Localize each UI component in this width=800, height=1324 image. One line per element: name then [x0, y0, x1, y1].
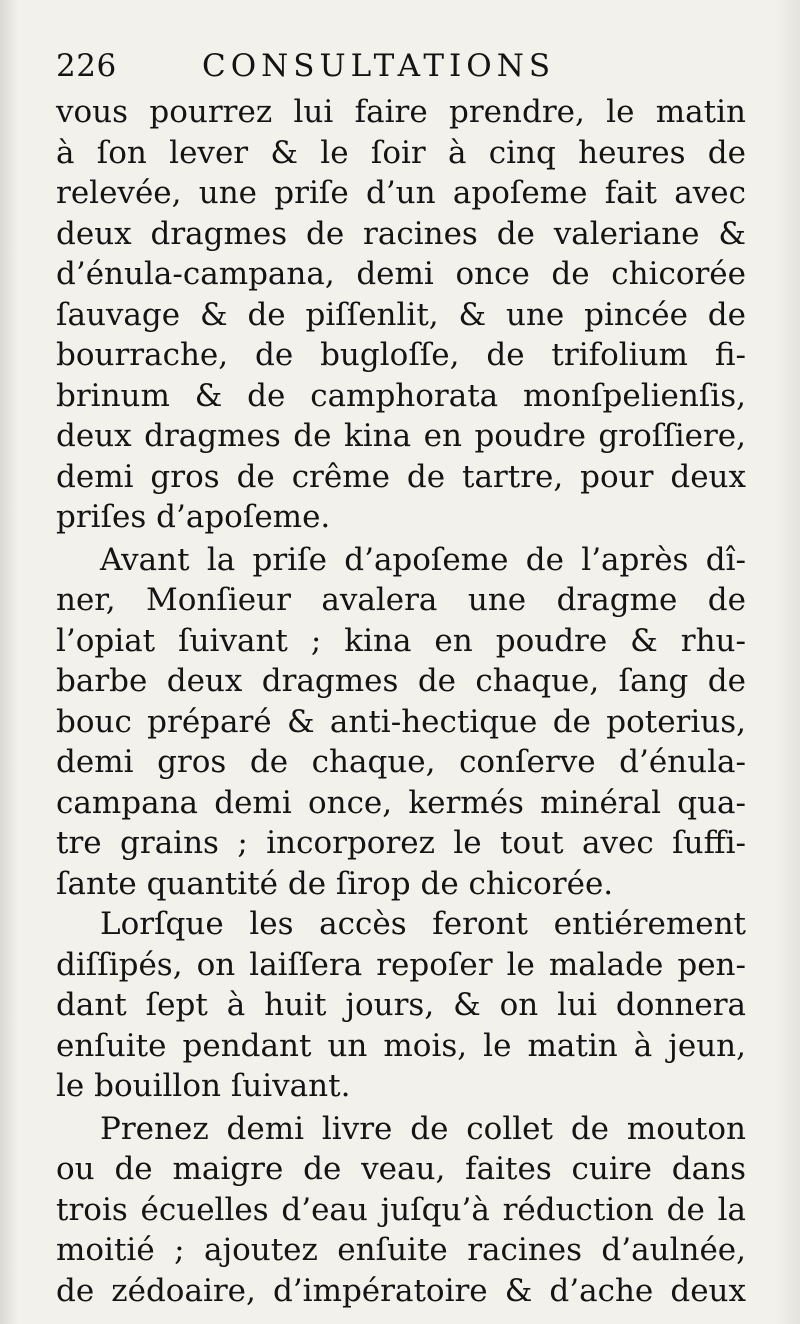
text-line: brinum & de camphorata monſpelienſis,: [56, 377, 746, 414]
text-line: moitié ; ajoutez enſuite racines d’aulnée,: [56, 1232, 746, 1268]
text-line: enſuite pendant un mois, le matin à jeun,: [56, 1027, 746, 1064]
text-line: le bouillon ſuivant.: [56, 1068, 351, 1104]
text-line: bouc préparé & anti-hectique de poterius,: [56, 703, 746, 740]
text-line: ſante quantité de ſirop de chicorée.: [56, 865, 614, 902]
text-line: à ſon lever & le ſoir à cinq heures de: [56, 134, 746, 171]
text-line: campana demi once, kermés minéral qua-: [56, 784, 746, 821]
text-line: relevée, une priſe d’un apoſeme fait avec: [56, 175, 746, 211]
paragraph-start-line: Lorſque les accès feront entiérement: [100, 906, 746, 942]
text-line: tre grains ; incorporez le tout avec ſuffi-: [56, 825, 746, 861]
text-line: deux dragmes de kina en poudre groſſiere,: [56, 418, 746, 454]
text-line: barbe deux dragmes de chaque, ſang de: [56, 663, 746, 699]
paragraph-start-line: Prenez demi livre de collet de mouton: [100, 1110, 746, 1147]
paragraph-start-line: Avant la priſe d’apoſeme de l’après dî-: [100, 541, 746, 578]
text-line: d’énula-campana, demi once de chicorée: [56, 256, 746, 292]
text-line: l’opiat ſuivant ; kina en poudre & rhu-: [56, 622, 746, 659]
text-line: ner, Monſieur avalera une dragme de: [56, 582, 746, 618]
text-line: de zédoaire, d’impératoire & d’ache deux: [56, 1272, 746, 1309]
text-line: demi gros de chaque, conſerve d’énula-: [56, 744, 746, 780]
text-line: vous pourrez lui faire prendre, le matin: [56, 94, 746, 130]
text-line: deux dragmes de racines de valeriane &: [56, 215, 746, 252]
text-line: ou de maigre de veau, faites cuire dans: [56, 1151, 746, 1187]
text-line: trois écuelles d’eau juſqu’à réduction de la: [56, 1191, 746, 1228]
text-line: bourrache, de bugloſſe, de trifolium fi-: [56, 337, 746, 373]
page-header: [56, 48, 746, 88]
text-line: dant ſept à huit jours, & on lui donnera: [56, 987, 746, 1023]
running-title: CONSULTATIONS: [202, 48, 556, 84]
body-text: [56, 92, 746, 1311]
text-line: priſes d’apoſeme.: [56, 499, 331, 535]
text-line: diſſipés, on laiſſera repoſer le malade pen-: [56, 946, 746, 983]
text-line: demi gros de crême de tartre, pour deux: [56, 458, 746, 495]
page-number: 226: [56, 48, 117, 84]
text-line: ſauvage & de piſſenlit, & une pincée de: [56, 296, 746, 333]
